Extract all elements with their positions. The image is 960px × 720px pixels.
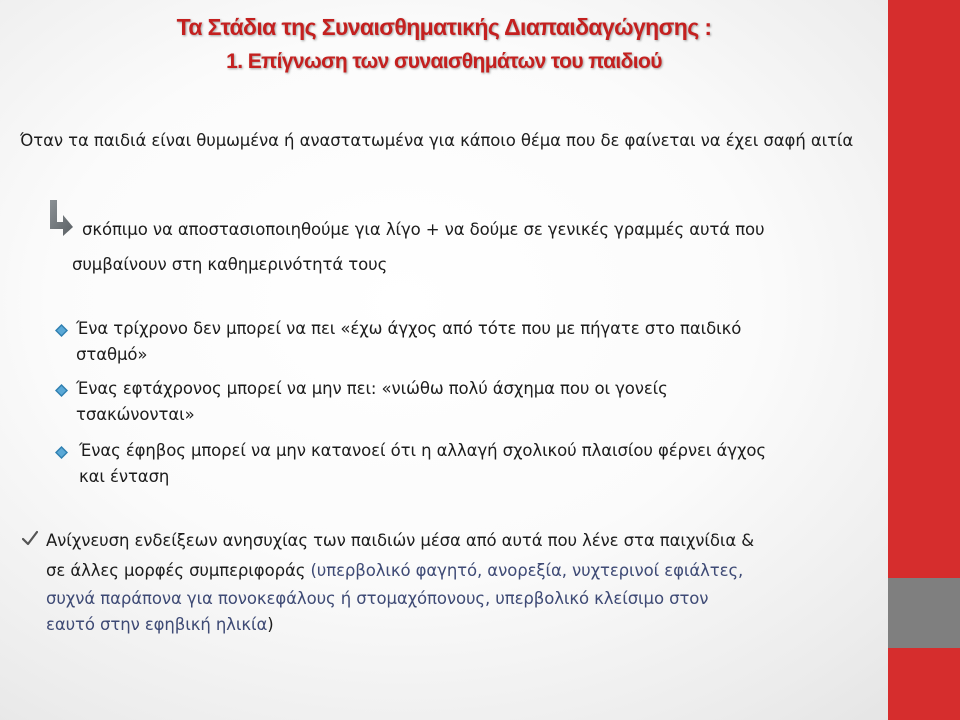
bullet-2-line-2: τσακώνονται» [76,405,195,424]
check-item-line-1: Ανίχνευση ενδείξεων ανησυχίας των παιδιών μέσα από αυτά που λένε στα παιχνίδια & [46,531,755,550]
check-item-examples-end: εαυτό στην εφηβική ηλικία [46,615,268,634]
bullet-1-line-2: σταθμό» [76,345,148,364]
turn-right-arrow-icon [48,200,74,236]
check-item-line-2-text: σε άλλες μορφές συμπεριφοράς [46,561,311,580]
slide-subtitle: 1. Επίγνωση των συναισθημάτων του παιδιού [226,50,662,73]
check-item-examples-start: (υπερβολικό φαγητό, ανορεξία, νυχτερινοί εφιάλτες, [310,561,744,580]
arrow-text-line-1: σκόπιμο να αποστασιοποιηθούμε για λίγο + να δούμε σε γενικές γραμμές αυτά που [82,220,765,239]
diamond-bullet-icon [55,384,68,397]
slide-title: Τα Στάδια της Συναισθηματικής Διαπαιδαγώγησης : [176,14,712,40]
arrow-text-line-2: συμβαίνουν στη καθημερινότητά τους [72,255,388,274]
side-bar-gray [888,578,960,648]
check-item-line-4 [46,610,274,639]
side-bar-red-top [888,0,960,578]
side-decoration-bar [888,0,960,720]
side-bar-red-bottom [888,648,960,720]
bullet-3-line-2: και ένταση [79,467,170,486]
diamond-bullet-icon [55,324,68,337]
bullet-1-line-1: Ένα τρίχρονο δεν μπορεί να πει «έχω άγχος από τότε που με πήγατε στο παιδικό [76,319,742,338]
checkmark-icon [22,530,38,546]
check-item-line-3: συχνά παράπονα για πονοκεφάλους ή στομαχόπονους, υπερβολικό κλείσιμο στον [46,589,709,608]
bullet-2-line-1: Ένας εφτάχρονος μπορεί να μην πει: «νιώθω πολύ άσχημα που οι γονείς [76,379,668,398]
diamond-bullet-icon [55,446,68,459]
check-item-line-2 [46,556,743,585]
check-item-close-paren: ) [267,615,274,634]
intro-paragraph: Όταν τα παιδιά είναι θυμωμένα ή αναστατωμένα για κάποιο θέμα που δε φαίνεται να έχει σαφή αιτία [20,131,854,150]
bullet-3-line-1: Ένας έφηβος μπορεί να μην κατανοεί ότι η αλλαγή σχολικού πλαισίου φέρνει άγχος [79,441,766,460]
